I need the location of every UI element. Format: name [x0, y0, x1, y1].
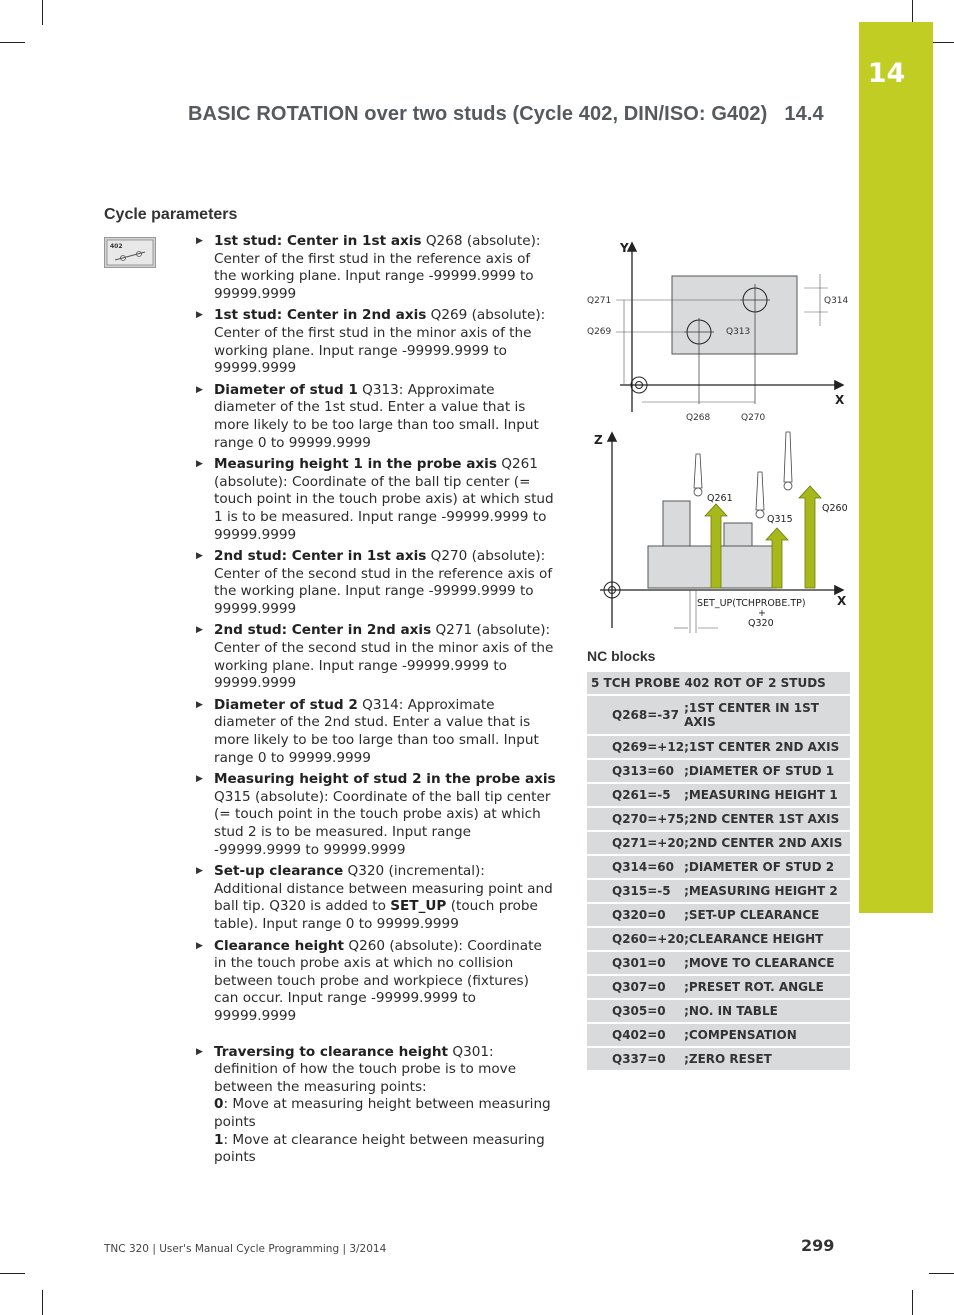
option-key: 0 — [214, 1096, 224, 1113]
bullet-arrow-icon: ▶ — [196, 384, 203, 395]
label-q314: Q314 — [824, 296, 849, 306]
nc-comment: ;PRESET ROT. ANGLE — [684, 975, 850, 999]
crop-mark — [0, 1273, 25, 1274]
param-name: 2nd stud: Center in 2nd axis — [214, 622, 432, 639]
label-q313: Q313 — [726, 327, 751, 337]
table-row — [587, 999, 850, 1023]
label-q269: Q269 — [587, 327, 612, 337]
nc-param: Q314=60 — [587, 855, 684, 879]
param-desc: Q260 (absolute): Coordinate in the touch probe axis at which no collision between touch probe and workpiece (fixtures) can occur. Input range -99999.9999 to 99999.9999 — [214, 937, 542, 1024]
param-desc: Q268 (absolute): Center of the first stud in the reference axis of the working plane. Input range -99999.9999 to 99999.9999 — [214, 233, 541, 302]
bullet-arrow-icon: ▶ — [196, 551, 203, 562]
bullet-arrow-icon: ▶ — [196, 699, 203, 710]
stud-1-side — [663, 501, 690, 546]
table-row — [587, 1047, 850, 1071]
nc-param: Q260=+20 — [587, 927, 684, 951]
crop-mark — [42, 0, 43, 25]
bullet-arrow-icon: ▶ — [196, 310, 203, 321]
nc-comment: ;DIAMETER OF STUD 1 — [684, 759, 850, 783]
param-q268 — [196, 233, 556, 303]
header-title: BASIC ROTATION over two studs (Cycle 402, DIN/ISO: G402) — [188, 103, 768, 125]
page-number: 299 — [801, 1236, 835, 1255]
param-name: Clearance height — [214, 937, 345, 954]
nc-param: Q320=0 — [587, 903, 684, 927]
label-q271: Q271 — [587, 296, 612, 306]
workpiece — [672, 276, 797, 354]
param-q313 — [196, 382, 556, 452]
nc-param: Q301=0 — [587, 951, 684, 975]
table-row — [587, 759, 850, 783]
axis-label-z: Z — [594, 433, 603, 447]
param-q271 — [196, 622, 556, 692]
nc-blocks-table — [587, 672, 850, 1072]
param-desc: Q271 (absolute): Center of the second stud in the minor axis of the working plane. Input range -99999.9999 to 99999.9999 — [214, 622, 554, 692]
nc-comment: ;DIAMETER OF STUD 2 — [684, 855, 850, 879]
nc-param: Q268=-37 — [587, 695, 684, 735]
nc-param: Q402=0 — [587, 1023, 684, 1047]
table-row — [587, 879, 850, 903]
param-desc: Q301: definition of how the touch probe is to move between the measuring points: — [214, 1043, 517, 1095]
nc-header-row — [587, 672, 850, 695]
param-q270 — [196, 548, 556, 618]
table-row — [587, 831, 850, 855]
label-q270: Q270 — [741, 413, 766, 423]
nc-comment: ;MEASURING HEIGHT 1 — [684, 783, 850, 807]
diagram-top-xy — [580, 232, 860, 428]
footer-text: TNC 320 | User's Manual Cycle Programming | 3/2014 — [104, 1243, 387, 1255]
param-q314 — [196, 697, 556, 767]
param-q261 — [196, 456, 556, 544]
param-name: Measuring height 1 in the probe axis — [214, 456, 497, 473]
table-row — [587, 783, 850, 807]
nc-param: Q270=+75 — [587, 807, 684, 831]
axis-label-x: X — [835, 393, 845, 407]
axis-label-y: Y — [620, 241, 629, 255]
nc-comment: ;SET-UP CLEARANCE — [684, 903, 850, 927]
param-name: Set-up clearance — [214, 863, 344, 880]
param-desc: (touch probe table). Input range 0 to 99999.9999 — [214, 898, 538, 932]
table-row — [587, 903, 850, 927]
option-text: : Move at clearance height between measuring points — [214, 1131, 545, 1166]
table-row — [587, 735, 850, 759]
param-name: Traversing to clearance height — [214, 1043, 449, 1060]
param-name: Diameter of stud 1 — [214, 381, 358, 398]
nc-param: Q271=+20 — [587, 831, 684, 855]
table-row — [587, 695, 850, 735]
param-desc: Q269 (absolute): Center of the first stud in the minor axis of the working plane. Input range -99999.9999 to 99999.9999 — [214, 307, 546, 377]
crop-mark — [0, 42, 25, 43]
crop-mark — [42, 1290, 43, 1315]
nc-blocks-title: NC blocks — [587, 648, 656, 664]
cycle-icon-label: 402 — [110, 243, 123, 250]
param-desc: Q270 (absolute): Center of the second stud in the reference axis of the working plane. Input range -99999.9999 to 99999.9999 — [214, 548, 553, 617]
section-title: Cycle parameters — [104, 206, 238, 223]
table-row — [587, 807, 850, 831]
table-row — [587, 951, 850, 975]
nc-comment: ;NO. IN TABLE — [684, 999, 850, 1023]
probe-3 — [784, 432, 792, 482]
table-row — [587, 1023, 850, 1047]
label-plus: + — [758, 608, 766, 619]
nc-param: Q305=0 — [587, 999, 684, 1023]
param-name: Measuring height of stud 2 in the probe axis — [214, 771, 556, 788]
cycle-402-icon — [104, 237, 156, 268]
cycle-graphic-icon — [105, 238, 155, 267]
probe-2 — [756, 472, 764, 510]
crop-mark — [912, 1290, 913, 1315]
bullet-arrow-icon: ▶ — [196, 459, 203, 470]
table-row — [587, 855, 850, 879]
label-q261: Q261 — [707, 493, 733, 504]
label-q320: Q320 — [748, 618, 774, 629]
param-desc: Q320 (incremental): Additional distance between measuring point and ball tip. Q320 is added to — [214, 863, 553, 915]
nc-header-cell: 5 TCH PROBE 402 ROT OF 2 STUDS — [587, 672, 850, 695]
param-desc: Q315 (absolute): Coordinate of the ball tip center (= touch point in the touch probe axis) at which stud 2 is to be measured. Input range -99999.9999 to 99999.9999 — [214, 788, 551, 858]
stud-2-side — [724, 523, 752, 546]
param-name: Diameter of stud 2 — [214, 696, 358, 713]
label-setup: SET_UP(TCHPROBE.TP) — [697, 598, 806, 609]
nc-param: Q307=0 — [587, 975, 684, 999]
param-q320 — [196, 863, 556, 933]
nc-comment: ;CLEARANCE HEIGHT — [684, 927, 850, 951]
nc-comment: ;COMPENSATION — [684, 1023, 850, 1047]
nc-param: Q315=-5 — [587, 879, 684, 903]
nc-comment: ;1ST CENTER 2ND AXIS — [684, 735, 850, 759]
parameter-list — [196, 233, 556, 1171]
option-key: 1 — [214, 1131, 224, 1148]
param-q301 — [196, 1044, 556, 1167]
diagram-bottom-xz — [580, 428, 860, 638]
arrow-q260 — [799, 486, 821, 588]
param-name: 1st stud: Center in 2nd axis — [214, 307, 427, 324]
nc-comment: ;2ND CENTER 2ND AXIS — [684, 831, 850, 855]
nc-comment: ;MOVE TO CLEARANCE — [684, 951, 850, 975]
table-row — [587, 927, 850, 951]
chapter-number: 14 — [867, 58, 906, 89]
param-q269 — [196, 307, 556, 377]
label-q268: Q268 — [686, 413, 711, 423]
nc-comment: ;ZERO RESET — [684, 1047, 850, 1071]
param-desc: Q261 (absolute): Coordinate of the ball tip center (= touch point in the touch probe axis) at which stud 1 is to be measured. Input range -99999.9999 to 99999.9999 — [214, 456, 554, 543]
bullet-arrow-icon: ▶ — [196, 774, 203, 785]
nc-param: Q337=0 — [587, 1047, 684, 1071]
label-q260: Q260 — [822, 503, 848, 514]
param-name: 1st stud: Center in 1st axis — [214, 233, 422, 249]
nc-comment: ;MEASURING HEIGHT 2 — [684, 879, 850, 903]
option-text: : Move at measuring height between measuring points — [214, 1096, 551, 1130]
page-header — [188, 103, 824, 126]
nc-param: Q269=+12 — [587, 735, 684, 759]
nc-param: Q313=60 — [587, 759, 684, 783]
bullet-arrow-icon: ▶ — [196, 236, 203, 246]
bullet-arrow-icon: ▶ — [196, 625, 203, 636]
param-desc: Q313: Approximate diameter of the 1st stud. Enter a value that is more likely to be too large than too small. Input range 0 to 99999.9999 — [214, 381, 539, 451]
nc-param: Q261=-5 — [587, 783, 684, 807]
table-row — [587, 975, 850, 999]
bullet-arrow-icon: ▶ — [196, 1046, 203, 1057]
header-section: 14.4 — [784, 103, 824, 125]
param-desc: Q314: Approximate diameter of the 2nd stud. Enter a value that is more likely to be too large than too small. Input range 0 to 99999.9999 — [214, 696, 539, 766]
bullet-arrow-icon: ▶ — [196, 866, 203, 877]
nc-comment: ;2ND CENTER 1ST AXIS — [684, 807, 850, 831]
nc-comment: ;1ST CENTER IN 1ST AXIS — [684, 695, 850, 735]
param-q260 — [196, 938, 556, 1026]
param-bold-term: SET_UP — [390, 898, 447, 915]
axis-label-x: X — [837, 594, 847, 608]
bullet-arrow-icon: ▶ — [196, 940, 203, 951]
probe-1 — [694, 454, 702, 488]
label-q315: Q315 — [767, 514, 793, 525]
param-q315 — [196, 771, 556, 859]
chapter-tab — [859, 22, 933, 913]
crop-mark — [929, 1273, 954, 1274]
param-name: 2nd stud: Center in 1st axis — [214, 548, 427, 565]
